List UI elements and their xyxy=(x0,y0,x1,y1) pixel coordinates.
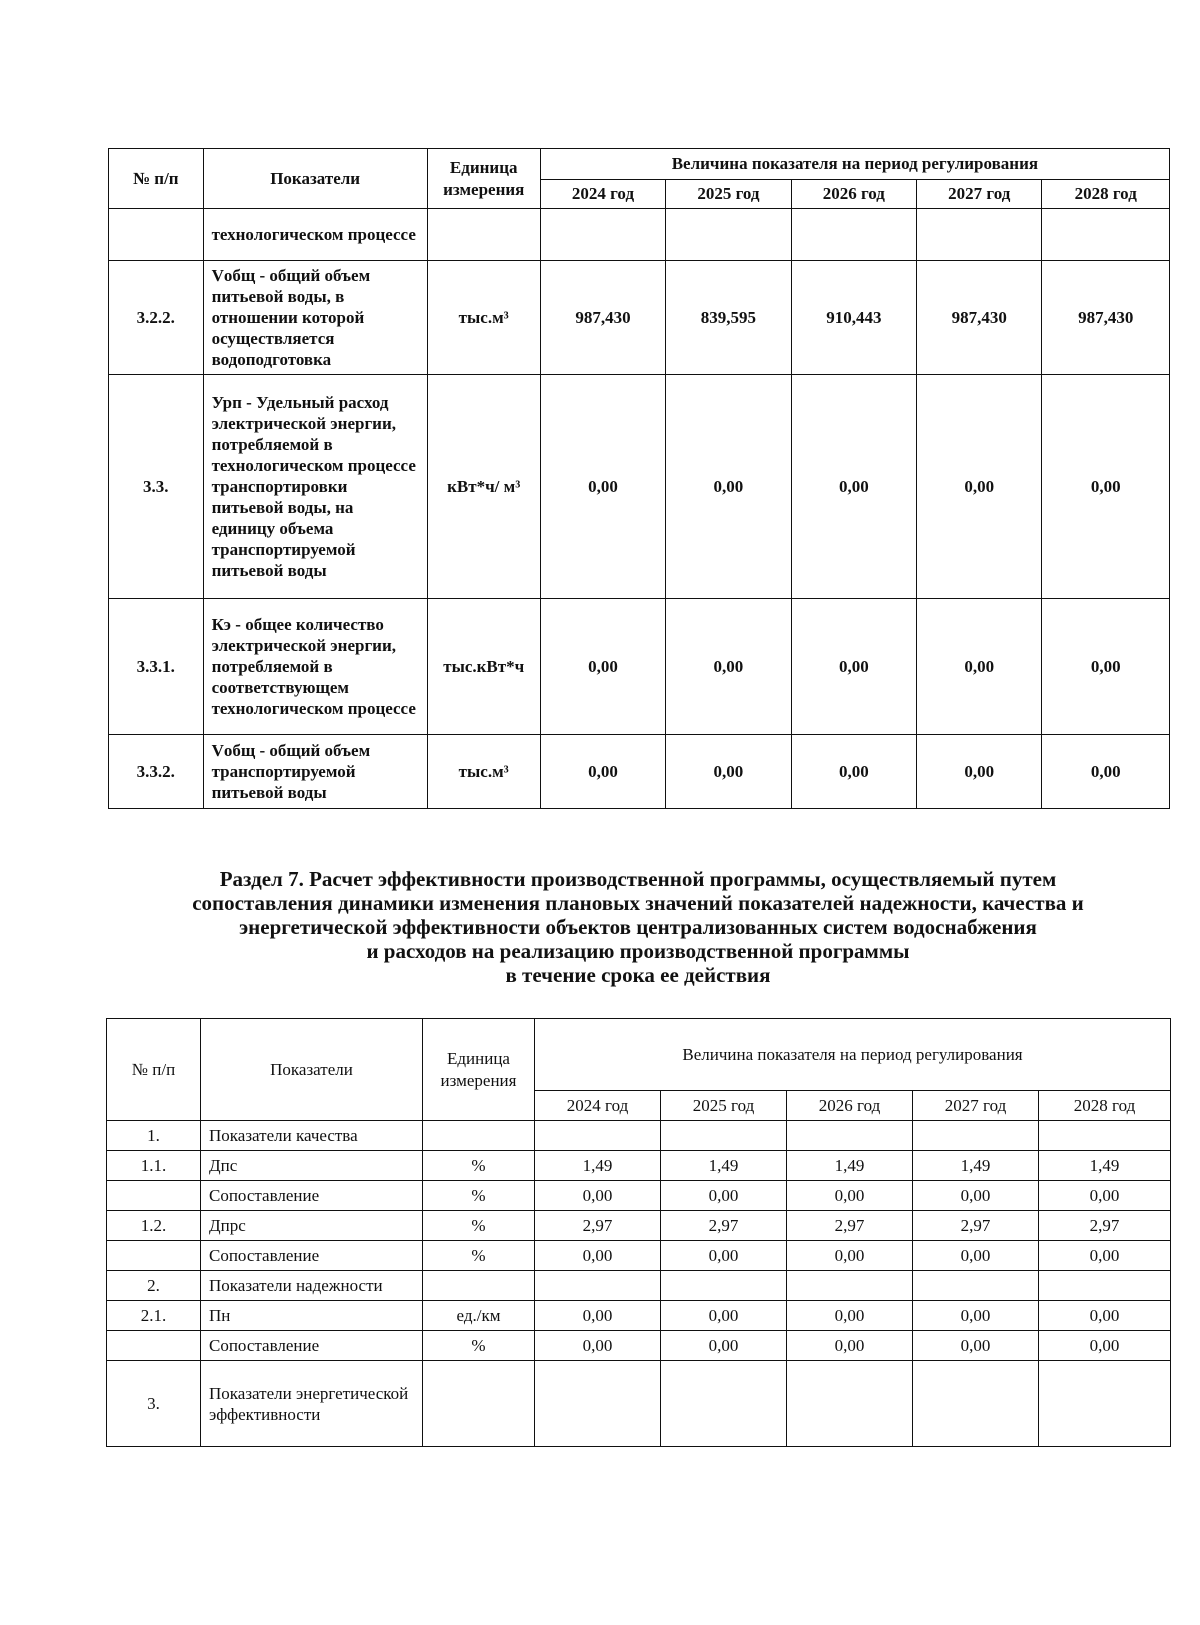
section-title xyxy=(100,867,1176,987)
header-year: 2026 год xyxy=(787,1091,913,1121)
row-value xyxy=(791,209,916,261)
header-period: Величина показателя на период регулирования xyxy=(540,149,1169,180)
row-value: 839,595 xyxy=(666,261,791,375)
header-year: 2028 год xyxy=(1042,180,1170,209)
header-year: 2024 год xyxy=(540,180,665,209)
row-indicator: Показатели энергетической эффективности xyxy=(201,1361,423,1447)
table-row xyxy=(107,1331,1171,1361)
row-value: 987,430 xyxy=(917,261,1042,375)
row-value: 0,00 xyxy=(917,375,1042,599)
row-value xyxy=(661,1121,787,1151)
row-value: 0,00 xyxy=(661,1301,787,1331)
row-num: 3. xyxy=(107,1361,201,1447)
row-value: 1,49 xyxy=(535,1151,661,1181)
row-indicator: Кэ - общее количество электрической энергии, потребляемой в соответствующем технологическом процессе xyxy=(203,599,427,735)
row-unit xyxy=(427,209,540,261)
row-num: 3.2.2. xyxy=(109,261,204,375)
header-year: 2027 год xyxy=(913,1091,1039,1121)
row-value: 0,00 xyxy=(666,375,791,599)
section-title-line: сопоставления динамики изменения плановых значений показателей надежности, качества и xyxy=(192,891,1084,915)
row-value xyxy=(913,1361,1039,1447)
row-value: 0,00 xyxy=(787,1301,913,1331)
row-value: 987,430 xyxy=(540,261,665,375)
row-num: 3.3.2. xyxy=(109,735,204,809)
row-value: 0,00 xyxy=(791,375,916,599)
row-value: 2,97 xyxy=(535,1211,661,1241)
header-num: № п/п xyxy=(109,149,204,209)
row-value: 1,49 xyxy=(661,1151,787,1181)
row-num: 3.3.1. xyxy=(109,599,204,735)
row-value xyxy=(1039,1361,1171,1447)
row-value: 0,00 xyxy=(540,735,665,809)
row-value: 0,00 xyxy=(535,1181,661,1211)
row-value xyxy=(913,1271,1039,1301)
row-indicator: Vобщ - общий объем транспортируемой питьевой воды xyxy=(203,735,427,809)
row-num: 1.2. xyxy=(107,1211,201,1241)
row-value: 0,00 xyxy=(661,1181,787,1211)
row-num: 2.1. xyxy=(107,1301,201,1331)
table-row xyxy=(107,1271,1171,1301)
header-period: Величина показателя на период регулирования xyxy=(535,1019,1171,1091)
row-value: 0,00 xyxy=(791,599,916,735)
section-title-line: и расходов на реализацию производственной программы xyxy=(366,939,910,963)
row-unit: % xyxy=(423,1181,535,1211)
row-value xyxy=(535,1271,661,1301)
row-value: 0,00 xyxy=(661,1241,787,1271)
row-unit: % xyxy=(423,1211,535,1241)
row-value xyxy=(535,1361,661,1447)
row-num: 1.1. xyxy=(107,1151,201,1181)
row-num xyxy=(109,209,204,261)
row-unit xyxy=(423,1121,535,1151)
row-value: 2,97 xyxy=(661,1211,787,1241)
row-indicator: Дпс xyxy=(201,1151,423,1181)
header-year: 2027 год xyxy=(917,180,1042,209)
row-indicator: технологическом процессе xyxy=(203,209,427,261)
row-value: 0,00 xyxy=(917,735,1042,809)
row-value: 0,00 xyxy=(913,1241,1039,1271)
row-value: 0,00 xyxy=(913,1181,1039,1211)
row-unit: % xyxy=(423,1331,535,1361)
table-row xyxy=(107,1181,1171,1211)
row-value: 0,00 xyxy=(791,735,916,809)
section-title-line: Раздел 7. Расчет эффективности производственной программы, осуществляемый путем xyxy=(219,867,1057,891)
row-num: 2. xyxy=(107,1271,201,1301)
header-unit: Единица измерения xyxy=(427,149,540,209)
table-row xyxy=(109,209,1170,261)
row-value: 1,49 xyxy=(913,1151,1039,1181)
row-value: 0,00 xyxy=(917,599,1042,735)
row-unit: ед./км xyxy=(423,1301,535,1331)
row-value: 2,97 xyxy=(913,1211,1039,1241)
row-unit xyxy=(423,1271,535,1301)
row-value: 0,00 xyxy=(535,1241,661,1271)
table-row xyxy=(107,1361,1171,1447)
section-title-line: в течение срока ее действия xyxy=(505,963,771,987)
row-indicator: Сопоставление xyxy=(201,1331,423,1361)
row-value: 0,00 xyxy=(1039,1241,1171,1271)
header-indicator: Показатели xyxy=(201,1019,423,1121)
row-indicator: Показатели надежности xyxy=(201,1271,423,1301)
table-row xyxy=(109,261,1170,375)
row-value: 0,00 xyxy=(787,1181,913,1211)
row-value: 0,00 xyxy=(1039,1301,1171,1331)
table-row xyxy=(109,735,1170,809)
row-indicator: Vобщ - общий объем питьевой воды, в отношении которой осуществляется водоподготовка xyxy=(203,261,427,375)
row-value: 0,00 xyxy=(787,1241,913,1271)
table-row xyxy=(107,1211,1171,1241)
row-value: 0,00 xyxy=(540,375,665,599)
table-row xyxy=(109,375,1170,599)
row-indicator: Сопоставление xyxy=(201,1181,423,1211)
row-value xyxy=(1039,1121,1171,1151)
efficiency-comparison-table xyxy=(106,1018,1171,1447)
row-value: 2,97 xyxy=(787,1211,913,1241)
header-indicator: Показатели xyxy=(203,149,427,209)
row-value: 0,00 xyxy=(540,599,665,735)
row-indicator: Показатели качества xyxy=(201,1121,423,1151)
row-indicator: Дпрс xyxy=(201,1211,423,1241)
row-unit: кВт*ч/ м³ xyxy=(427,375,540,599)
row-value: 0,00 xyxy=(1039,1331,1171,1361)
row-value: 0,00 xyxy=(1042,735,1170,809)
row-num: 3.3. xyxy=(109,375,204,599)
section-title-line: энергетической эффективности объектов централизованных систем водоснабжения xyxy=(239,915,1037,939)
row-value xyxy=(917,209,1042,261)
row-value: 0,00 xyxy=(666,735,791,809)
row-num xyxy=(107,1181,201,1211)
row-unit: % xyxy=(423,1241,535,1271)
row-value xyxy=(787,1361,913,1447)
row-value: 0,00 xyxy=(913,1331,1039,1361)
row-value xyxy=(661,1271,787,1301)
row-value: 0,00 xyxy=(913,1301,1039,1331)
row-value: 0,00 xyxy=(661,1331,787,1361)
row-indicator: Сопоставление xyxy=(201,1241,423,1271)
header-year: 2028 год xyxy=(1039,1091,1171,1121)
row-indicator: Пн xyxy=(201,1301,423,1331)
row-value: 0,00 xyxy=(787,1331,913,1361)
table-row xyxy=(109,599,1170,735)
row-value: 0,00 xyxy=(535,1301,661,1331)
header-num: № п/п xyxy=(107,1019,201,1121)
row-value: 2,97 xyxy=(1039,1211,1171,1241)
row-indicator: Урп - Удельный расход электрической энергии, потребляемой в технологическом процессе транспортировки питьевой воды, на единицу объема транспортируемой питьевой воды xyxy=(203,375,427,599)
header-year: 2024 год xyxy=(535,1091,661,1121)
row-unit: тыс.кВт*ч xyxy=(427,599,540,735)
row-value xyxy=(1039,1271,1171,1301)
row-value: 0,00 xyxy=(535,1331,661,1361)
table-row xyxy=(107,1151,1171,1181)
row-unit: тыс.м³ xyxy=(427,261,540,375)
row-unit: % xyxy=(423,1151,535,1181)
row-value: 910,443 xyxy=(791,261,916,375)
row-value xyxy=(666,209,791,261)
row-num xyxy=(107,1331,201,1361)
row-value xyxy=(787,1121,913,1151)
row-num: 1. xyxy=(107,1121,201,1151)
row-unit: тыс.м³ xyxy=(427,735,540,809)
row-value: 0,00 xyxy=(1042,599,1170,735)
row-num xyxy=(107,1241,201,1271)
row-value xyxy=(913,1121,1039,1151)
row-value xyxy=(1042,209,1170,261)
row-value: 987,430 xyxy=(1042,261,1170,375)
table-row xyxy=(107,1301,1171,1331)
row-value xyxy=(540,209,665,261)
row-value xyxy=(661,1361,787,1447)
row-value: 1,49 xyxy=(787,1151,913,1181)
row-value: 0,00 xyxy=(666,599,791,735)
table-row xyxy=(107,1241,1171,1271)
row-value xyxy=(787,1271,913,1301)
row-value: 0,00 xyxy=(1042,375,1170,599)
header-year: 2026 год xyxy=(791,180,916,209)
header-year: 2025 год xyxy=(666,180,791,209)
row-value: 0,00 xyxy=(1039,1181,1171,1211)
row-value xyxy=(535,1121,661,1151)
table-row xyxy=(107,1121,1171,1151)
header-year: 2025 год xyxy=(661,1091,787,1121)
row-value: 1,49 xyxy=(1039,1151,1171,1181)
efficiency-table-continued xyxy=(108,148,1170,809)
header-unit: Единица измерения xyxy=(423,1019,535,1121)
row-unit xyxy=(423,1361,535,1447)
